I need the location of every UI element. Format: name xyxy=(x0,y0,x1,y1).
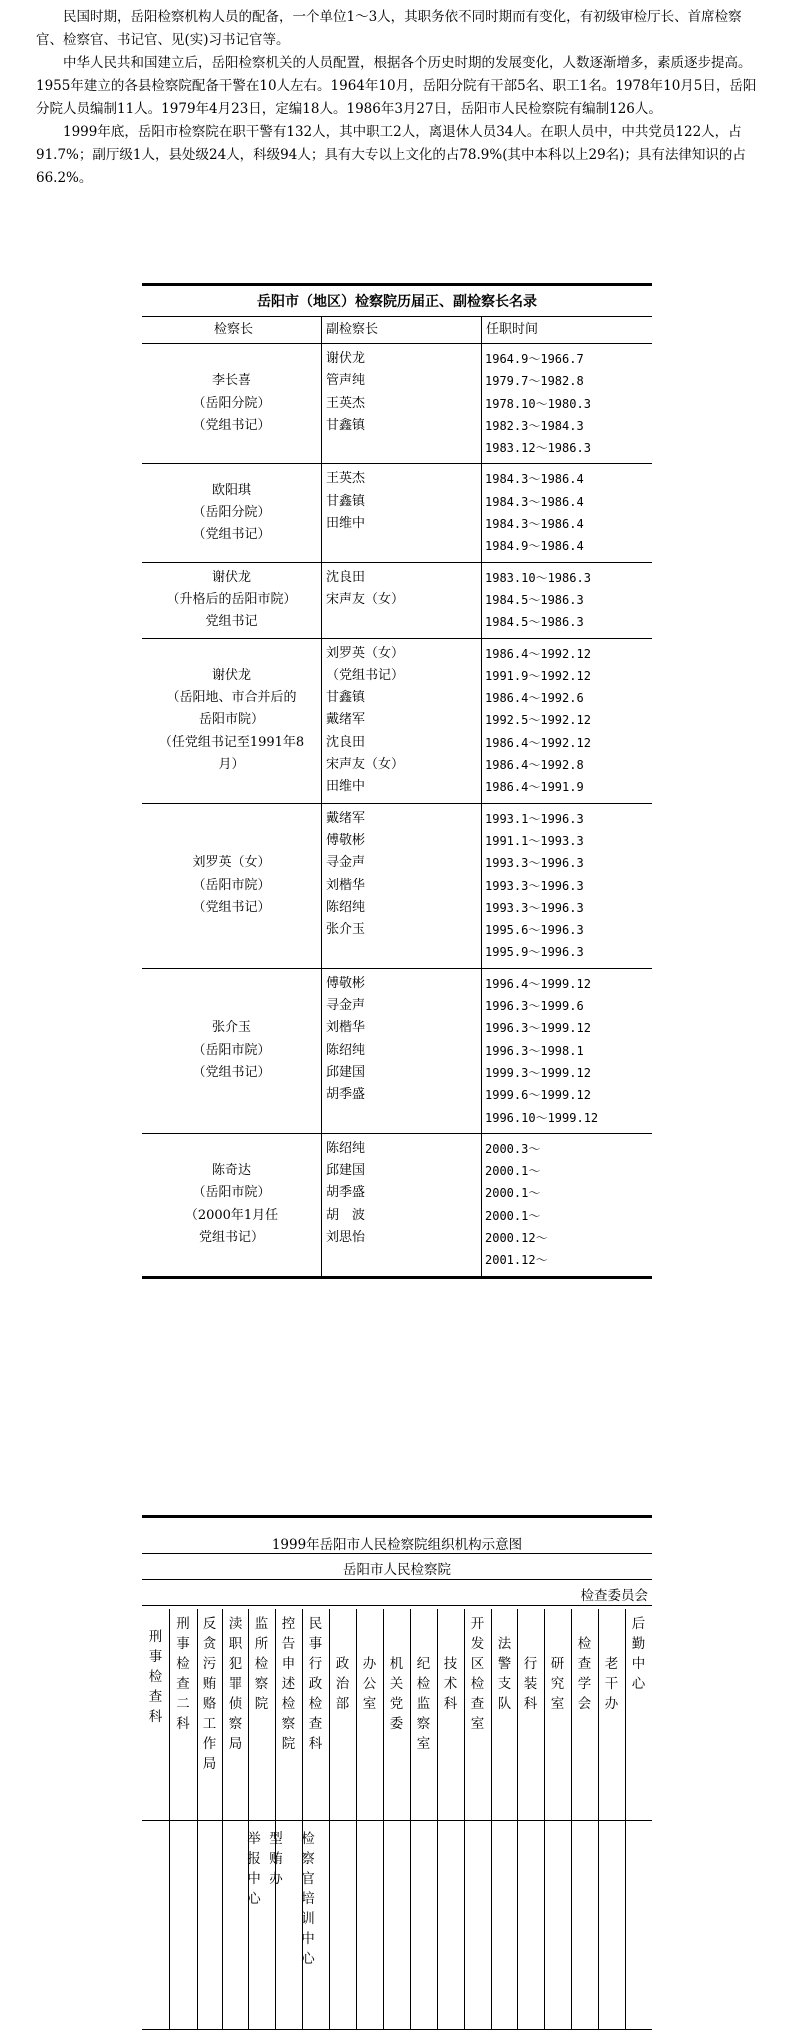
deputy-cell-line: 刘楷华 xyxy=(326,877,366,893)
deputy-cell-line: 田维中 xyxy=(326,516,366,532)
deputy-cell-line: 邱建国 xyxy=(326,1163,366,1179)
org-sub-unit: 型贿办 xyxy=(269,1831,283,1887)
deputy-cell xyxy=(322,638,482,803)
org-top-rule xyxy=(142,1515,652,1518)
org-bottom-rule xyxy=(142,2029,652,2030)
prosecutors-table xyxy=(142,283,652,1279)
org-department-label: 渎职犯罪侦察局 xyxy=(228,1616,243,1752)
term-cell-line: 1986.4～1992.8 xyxy=(485,758,584,773)
header-deputy: 副检察长 xyxy=(322,317,482,344)
term-cell-line: 1984.9～1986.4 xyxy=(485,539,584,554)
term-cell-line: 2000.12～ xyxy=(485,1230,548,1245)
org-department-label: 民事行政检查科 xyxy=(308,1616,323,1752)
deputy-cell-line: 傅敬彬 xyxy=(326,975,366,991)
org-department-label: 政治部 xyxy=(335,1656,350,1712)
org-department-label: 纪检监察室 xyxy=(416,1656,431,1752)
term-cell-line: 1983.12～1986.3 xyxy=(485,441,591,456)
org-department-label: 后勤中心 xyxy=(631,1616,646,1692)
term-cell-line: 1982.3～1984.3 xyxy=(485,418,584,433)
term-cell xyxy=(482,344,653,464)
org-department-label: 机关党委 xyxy=(389,1656,404,1732)
org-sub-unit: 检察官培训中心 xyxy=(301,1831,315,1967)
deputy-cell-line: 张介玉 xyxy=(326,922,366,938)
chief-cell-line: 陈奇达 xyxy=(211,1163,251,1179)
term-cell-line: 1984.5～1986.3 xyxy=(485,615,584,630)
term-cell-line: 2000.3～ xyxy=(485,1141,541,1156)
deputy-cell xyxy=(322,344,482,464)
org-departments xyxy=(142,1609,652,2030)
term-cell-line: 1984.3～1986.4 xyxy=(485,517,584,532)
deputy-cell xyxy=(322,803,482,968)
deputy-cell-line: 寻金声 xyxy=(326,998,366,1014)
deputy-cell-line: 陈绍纯 xyxy=(326,1140,366,1156)
deputy-cell-line: 戴绪军 xyxy=(326,712,366,728)
term-cell xyxy=(482,562,653,638)
org-department-label: 反贪污贿赂工作局 xyxy=(202,1616,217,1772)
header-term: 任职时间 xyxy=(482,317,653,344)
deputy-cell-line: 傅敬彬 xyxy=(326,832,366,848)
chief-cell-line: （党组书记） xyxy=(192,899,271,915)
term-cell-line: 1993.3～1996.3 xyxy=(485,900,584,915)
org-rule xyxy=(142,1579,652,1580)
term-cell-line: 2000.1～ xyxy=(485,1164,541,1179)
deputy-cell-line: 甘鑫镇 xyxy=(326,417,366,433)
deputy-cell xyxy=(322,1133,482,1277)
term-cell-line: 2000.1～ xyxy=(485,1208,541,1223)
chief-cell-line: （岳阳分院） xyxy=(192,504,271,520)
org-department-label: 开发区检查室 xyxy=(470,1616,485,1732)
org-department-label: 行装科 xyxy=(523,1656,538,1712)
org-department-label: 法警支队 xyxy=(497,1636,512,1712)
table-title: 岳阳市（地区）检察院历届正、副检察长名录 xyxy=(142,285,652,317)
org-rule xyxy=(142,1605,652,1606)
term-cell-line: 1986.4～1992.12 xyxy=(485,735,591,750)
chief-cell-line: （岳阳市院） xyxy=(192,1042,271,1058)
term-cell-line: 1992.5～1992.12 xyxy=(485,713,591,728)
deputy-cell-line: 沈良田 xyxy=(326,734,366,750)
deputy-cell-line: 胡季盛 xyxy=(326,1087,366,1103)
header-chief: 检察长 xyxy=(142,317,322,344)
intro-text xyxy=(36,6,766,190)
term-cell-line: 1984.5～1986.3 xyxy=(485,592,584,607)
term-cell-line: 1999.6～1999.12 xyxy=(485,1088,591,1103)
chief-cell-line: （任党组书记至1991年8 xyxy=(158,734,305,750)
term-cell-line: 1996.10～1999.12 xyxy=(485,1110,599,1125)
chief-cell xyxy=(142,968,322,1133)
chief-cell xyxy=(142,562,322,638)
deputy-cell-line: 戴绪军 xyxy=(326,810,366,826)
term-cell-line: 1995.9～1996.3 xyxy=(485,945,584,960)
chief-cell-line: 李长喜 xyxy=(211,373,251,389)
intro-paragraph-1: 民国时期，岳阳检察机构人员的配备，一个单位1～3人，其职务依不同时期而有变化，有初级审检厅长、首席检察官、检察官、书记官、见(实)习书记官等。 xyxy=(36,9,742,48)
table-row xyxy=(142,562,652,638)
chief-cell-line: 党组书记） xyxy=(198,1229,264,1245)
chief-cell-line: （升格后的岳阳市院） xyxy=(166,591,297,607)
term-cell-line: 1983.10～1986.3 xyxy=(485,570,591,585)
org-rule xyxy=(142,1553,652,1554)
chief-cell-line: 谢伏龙 xyxy=(211,667,251,683)
chief-cell-line: （2000年1月任 xyxy=(184,1207,279,1223)
deputy-cell-line: 邱建国 xyxy=(326,1064,366,1080)
chief-cell-line: 党组书记 xyxy=(205,614,258,630)
chief-cell-line: （党组书记） xyxy=(192,1064,271,1080)
term-cell-line: 1984.3～1986.4 xyxy=(485,494,584,509)
org-department-label: 控告申述检察院 xyxy=(281,1616,296,1752)
table-header-row xyxy=(142,317,652,344)
deputy-cell-line: 刘罗英（女） xyxy=(326,645,405,661)
deputy-cell-line: （党组书记） xyxy=(326,667,405,683)
term-cell-line: 2000.1～ xyxy=(485,1186,541,1201)
term-cell xyxy=(482,1133,653,1277)
org-chart xyxy=(142,1515,652,2030)
chief-cell-line: （岳阳分院） xyxy=(192,395,271,411)
chief-cell-line: 岳阳市院） xyxy=(198,712,264,728)
org-department-label: 老干办 xyxy=(604,1656,619,1712)
deputy-cell-line: 陈绍纯 xyxy=(326,899,366,915)
term-cell-line: 1986.4～1992.6 xyxy=(485,691,584,706)
deputy-cell xyxy=(322,968,482,1133)
deputy-cell-line: 宋声友（女） xyxy=(326,591,405,607)
chief-cell xyxy=(142,638,322,803)
intro-paragraph-2: 中华人民共和国建立后，岳阳检察机关的人员配置，根据各个历史时期的发展变化，人数逐渐增多，素质逐步提高。1955年建立的各县检察院配备干警在10人左右。1964年10月，岳阳分院有干部5名、职工1名。1978年10月5日，岳阳分院人员编制11人。1979年4月23日，定编18人。1986年3月27日，岳阳市人民检察院有编制126人。 xyxy=(36,55,757,117)
deputy-cell-line: 甘鑫镇 xyxy=(326,493,366,509)
table-row xyxy=(142,803,652,968)
deputy-cell-line: 胡季盛 xyxy=(326,1185,366,1201)
table-row xyxy=(142,638,652,803)
chief-cell-line: （党组书记） xyxy=(192,417,271,433)
term-cell-line: 2001.12～ xyxy=(485,1253,548,1268)
deputy-cell-line: 寻金声 xyxy=(326,855,366,871)
deputy-cell-line: 胡 波 xyxy=(326,1207,366,1223)
term-cell-line: 1984.3～1986.4 xyxy=(485,472,584,487)
table-row xyxy=(142,968,652,1133)
term-cell-line: 1999.3～1999.12 xyxy=(485,1065,591,1080)
term-cell-line: 1996.3～1999.6 xyxy=(485,999,584,1014)
term-cell-line: 1978.10～1980.3 xyxy=(485,396,591,411)
term-cell-line: 1991.1～1993.3 xyxy=(485,833,584,848)
table-row xyxy=(142,344,652,464)
deputy-cell-line: 王英杰 xyxy=(326,471,366,487)
org-department-label: 刑事检查科 xyxy=(148,1629,163,1725)
table-row xyxy=(142,1133,652,1277)
chief-cell-line: （岳阳市院） xyxy=(192,1185,271,1201)
term-cell-line: 1986.4～1992.12 xyxy=(485,646,591,661)
deputy-cell-line: 沈良田 xyxy=(326,569,366,585)
org-department-label: 办公室 xyxy=(362,1656,377,1712)
chief-cell-line: （岳阳地、市合并后的 xyxy=(166,690,297,706)
org-department-label: 检查学会 xyxy=(577,1636,592,1712)
chief-cell-line: 谢伏龙 xyxy=(211,569,251,585)
deputy-cell-line: 甘鑫镇 xyxy=(326,690,366,706)
chief-cell xyxy=(142,344,322,464)
term-cell-line: 1964.9～1966.7 xyxy=(485,352,584,366)
term-cell-line: 1993.3～1996.3 xyxy=(485,856,584,871)
chief-cell-line: 月） xyxy=(218,757,245,773)
term-cell xyxy=(482,464,653,562)
deputy-cell-line: 田维中 xyxy=(326,779,366,795)
term-cell xyxy=(482,803,653,968)
chief-cell xyxy=(142,464,322,562)
term-cell-line: 1996.3～1999.12 xyxy=(485,1021,591,1036)
term-cell-line: 1993.1～1996.3 xyxy=(485,811,584,826)
deputy-cell-line: 宋声友（女） xyxy=(326,757,405,773)
term-cell-line: 1996.4～1999.12 xyxy=(485,976,591,991)
term-cell-line: 1995.6～1996.3 xyxy=(485,923,584,938)
term-cell-line: 1986.4～1991.9 xyxy=(485,780,584,795)
org-sub-unit: 举报中心 xyxy=(247,1831,261,1907)
chief-cell-line: 刘罗英（女） xyxy=(192,855,271,871)
deputy-cell-line: 管声纯 xyxy=(326,373,366,389)
term-cell xyxy=(482,968,653,1133)
org-sub-rule xyxy=(142,1820,652,1821)
term-cell xyxy=(482,638,653,803)
table-row xyxy=(142,464,652,562)
deputy-cell xyxy=(322,562,482,638)
term-cell-line: 1993.3～1996.3 xyxy=(485,878,584,893)
chief-cell-line: （党组书记） xyxy=(192,527,271,543)
chief-cell-line: 张介玉 xyxy=(211,1020,251,1036)
deputy-cell-line: 王英杰 xyxy=(326,395,366,411)
chief-cell xyxy=(142,803,322,968)
org-root: 岳阳市人民检察院 xyxy=(343,1562,451,1578)
intro-paragraph-3: 1999年底，岳阳市检察院在职干警有132人，其中职工2人，离退休人员34人。在职人员中，中共党员122人，占91.7%；副厅级1人，县处级24人，科级94人；具有大专以上文化的占78.9%(其中本科以上29名)；具有法律知识的占66.2%。 xyxy=(36,124,746,186)
org-committee: 检查委员会 xyxy=(580,1588,648,1604)
org-department-label: 技术科 xyxy=(443,1656,458,1712)
term-cell-line: 1991.9～1992.12 xyxy=(485,668,591,683)
org-department-label: 研究室 xyxy=(550,1656,565,1712)
term-cell-line: 1996.3～1998.1 xyxy=(485,1043,584,1058)
org-department-label: 监所检察院 xyxy=(254,1616,269,1712)
deputy-cell-line: 刘思怡 xyxy=(326,1229,366,1245)
org-department-label: 刑事检查二科 xyxy=(176,1616,190,1732)
deputy-cell xyxy=(322,464,482,562)
chief-cell-line: 欧阳琪 xyxy=(211,482,251,498)
deputy-cell-line: 陈绍纯 xyxy=(326,1042,366,1058)
chief-cell xyxy=(142,1133,322,1277)
term-cell-line: 1979.7～1982.8 xyxy=(485,374,584,389)
deputy-cell-line: 刘楷华 xyxy=(326,1020,366,1036)
chief-cell-line: （岳阳市院） xyxy=(192,877,271,893)
deputy-cell-line: 谢伏龙 xyxy=(326,351,366,366)
org-chart-title: 1999年岳阳市人民检察院组织机构示意图 xyxy=(271,1537,523,1553)
